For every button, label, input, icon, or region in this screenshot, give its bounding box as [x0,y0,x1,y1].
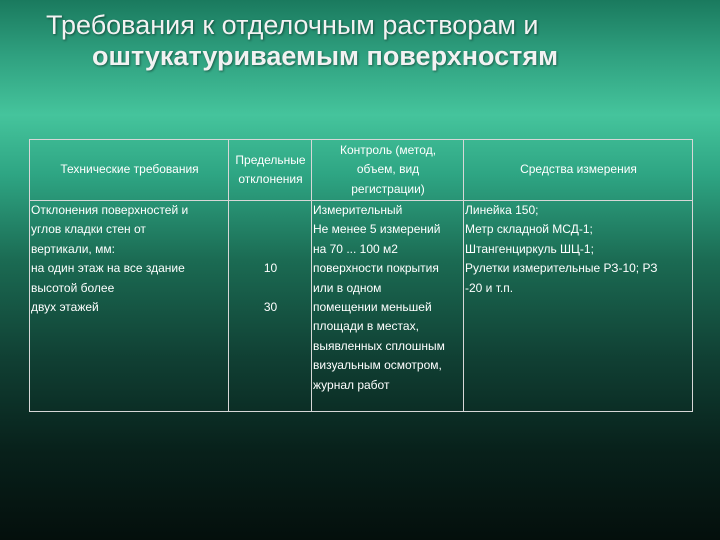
cell-instruments: Линейка 150; Метр складной МСД-1; Штангенциркуль ШЦ-1; Рулетки измерительные РЗ-10; РЗ -20 и т.п. [464,201,693,412]
table-row [30,201,693,412]
slide-title-line2: оштукатуриваемым поверхностям [92,41,559,71]
cell-control: Измерительный Не менее 5 измерений на 70 ... 100 м2 поверхности покрытия или в одном помещении меньшей площади в местах, выявленных сплошным визуальным осмотром, журнал работ [312,201,464,412]
slide-title [0,10,720,72]
slide-title-line1: Требования к отделочным растворам и [46,10,539,40]
deviation-building-value: 30 [263,299,278,314]
deviation-floor-value: 10 [263,261,278,276]
header-limit-deviations: Предельные отклонения [229,140,312,201]
header-technical-requirements: Технические требования [30,140,229,201]
cell-deviation [229,201,312,412]
requirements-table [29,139,693,412]
header-control-method: Контроль (метод, объем, вид регистрации) [312,140,464,201]
cell-requirement: Отклонения поверхностей и углов кладки стен от вертикали, мм: на один этаж на все здание высотой более двух этажей [30,201,229,412]
header-measuring-instruments: Средства измерения [464,140,693,201]
table-header-row [30,140,693,201]
